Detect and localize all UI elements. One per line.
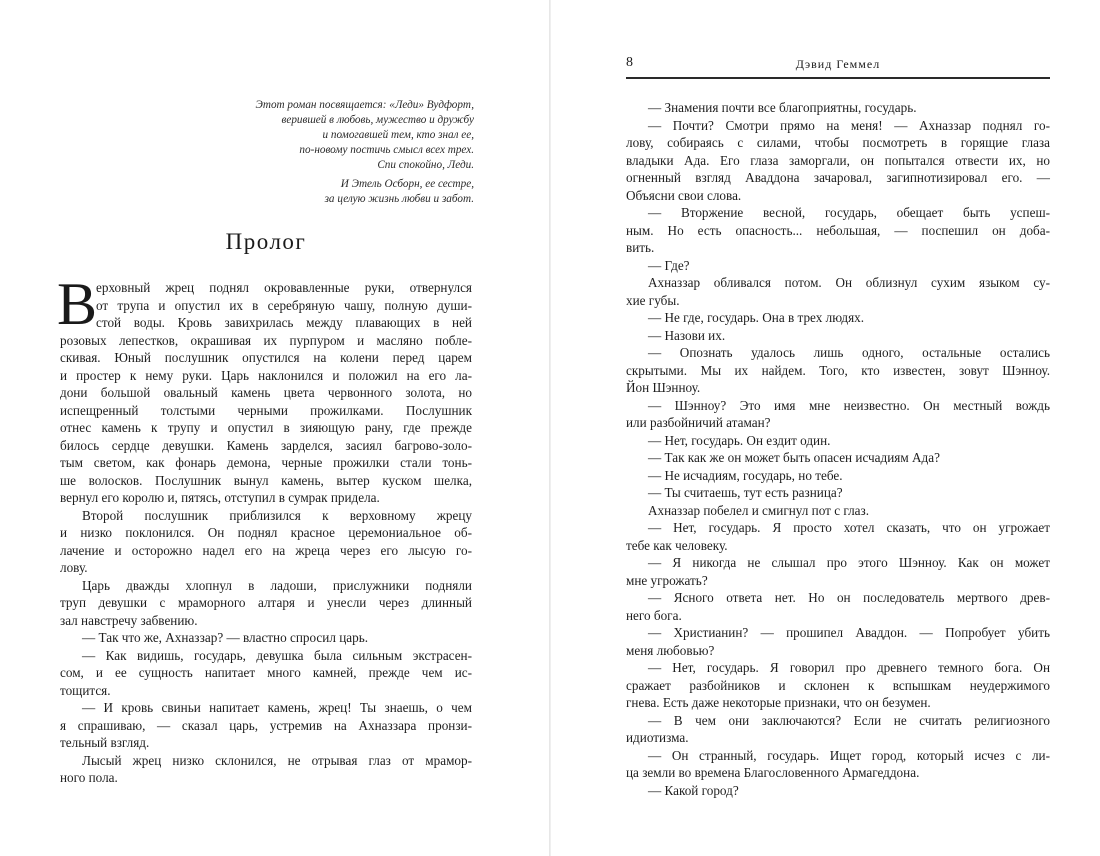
paragraph [626, 467, 1050, 485]
text-line: — В чем они заключаются? Если не считать религиозного [648, 712, 1050, 728]
paragraph [626, 117, 1050, 205]
text-line: Лысый жрец низко склонился, не отрывая глаз от мрамор- [82, 752, 472, 768]
text-line: — Знамения почти все благоприятны, государь. [648, 100, 917, 115]
text-line: тощится. [60, 682, 111, 698]
text-line: дони большой овальный камень цвета червонного золота, но [60, 385, 472, 400]
text-line: — Нет, государь. Я просто хотел сказать, что он угрожает [648, 520, 1050, 535]
dedication-line: и помогавшей тем, кто знал ее, [322, 129, 474, 141]
text-line: скивая. Юный послушник опустился на колени перед царем [60, 350, 472, 365]
paragraph [626, 397, 1050, 432]
text-line: — Так как же он может быть опасен исчадиям Ада? [648, 450, 940, 465]
text-line: мне угрожать? [626, 572, 708, 588]
drop-cap: В [57, 271, 98, 337]
paragraph [626, 554, 1050, 589]
dedication-line: И Этель Осборн, ее сестре, [340, 178, 474, 190]
text-line: или разбойничий атаман? [626, 415, 771, 430]
text-line: Царь дважды хлопнул в ладоши, прислужники подняли [82, 577, 472, 593]
paragraph [60, 577, 472, 630]
text-line: и простер к нему руки. Царь наклонился и положил на его ла- [60, 367, 472, 383]
text-line: тебе как человеку. [626, 537, 728, 553]
text-line: ше волосков. Послушник вынул камень, вытер куском шелка, [60, 472, 472, 488]
text-line: ерховный жрец поднял окровавленные руки, отвернулся [96, 280, 472, 295]
paragraph [626, 449, 1050, 467]
left-page-body [57, 271, 472, 787]
running-title: Дэвид Геммел [795, 57, 881, 71]
paragraph [626, 274, 1050, 309]
text-line: труп девушки с мраморного алтаря и унесли через длинный [60, 595, 472, 610]
paragraph [626, 327, 1050, 345]
paragraph [57, 271, 472, 507]
text-line: — Не где, государь. Она в трех людях. [648, 310, 865, 325]
paragraph [60, 752, 472, 787]
text-line: ным. Но есть опасность... небольшая, — поспешил он доба- [626, 222, 1050, 238]
text-line: стой воды. Кровь завихрилась между плавающих в ней [96, 315, 472, 330]
text-line: хие губы. [626, 292, 680, 308]
text-line: — Нет, государь. Он ездит один. [648, 432, 831, 448]
chapter-title: Пролог [225, 229, 307, 254]
paragraph [626, 257, 1050, 275]
text-line: ца земли во времена Благословенного Армагеддона. [626, 765, 920, 780]
text-line: меня любовью? [626, 642, 715, 658]
text-line: я спрашиваю, — сказал царь, устремив на Ахназзара пронзи- [60, 717, 472, 733]
text-line: — Ты считаешь, тут есть разница? [648, 485, 843, 500]
paragraph [60, 629, 472, 647]
text-line: — Христианин? — прошипел Аваддон. — Попробует убить [648, 625, 1050, 640]
text-line: — Ясного ответа нет. Но он последователь мертвого древ- [648, 590, 1050, 605]
text-line: от трупа и опустил их в серебряную чашу, полную души- [96, 297, 472, 313]
text-line: огненный взгляд Аваддона зачаровал, загипнотизировал его. — [626, 170, 1050, 185]
dedication-line: Этот роман посвящается: «Леди» Вудфорт, [255, 99, 474, 111]
paragraph [626, 747, 1050, 782]
text-line: — Вторжение весной, государь, обещает быть успеш- [648, 205, 1050, 220]
text-line: лову. [60, 560, 88, 575]
text-line: — Шэнноу? Это имя мне неизвестно. Он местный вождь [648, 397, 1050, 413]
page-number: 8 [626, 55, 633, 70]
left-page [0, 0, 549, 856]
paragraph [60, 647, 472, 700]
paragraph [626, 589, 1050, 624]
text-line: — Какой город? [648, 782, 739, 798]
text-line: — Я никогда не слышал про этого Шэнноу. Как он может [648, 555, 1050, 570]
paragraph [626, 659, 1050, 712]
paragraph [626, 204, 1050, 257]
header-rule [626, 77, 1050, 79]
dedication-line: верившей в любовь, мужество и дружбу [281, 114, 474, 126]
text-line: — Он странный, государь. Ищет город, который исчез с ли- [648, 747, 1050, 763]
text-line: Ахназзар обливался потом. Он облизнул сухим языком су- [648, 275, 1050, 290]
paragraph [626, 344, 1050, 397]
text-line: него бога. [626, 607, 682, 623]
text-line: лачение и осторожно надел его на жреца через его лысую го- [60, 542, 472, 558]
paragraph [626, 712, 1050, 747]
text-line: — Так что же, Ахназзар? — властно спросил царь. [82, 630, 369, 645]
paragraph [626, 484, 1050, 502]
text-line: — Почти? Смотри прямо на меня! — Ахназзар поднял го- [648, 117, 1050, 133]
text-line: — Опознать удалось лишь одного, остальные остались [648, 345, 1050, 360]
text-line: Ахназзар побелел и смигнул пот с глаз. [648, 502, 870, 518]
text-line: ного пола. [60, 770, 118, 785]
text-line: сражает разбойников и склонен к вспышкам неудержимого [626, 677, 1050, 693]
dedication-line: Спи спокойно, Леди. [377, 159, 474, 171]
text-line: испещренный толстыми черными прожилками. Послушник [60, 402, 472, 418]
paragraph [626, 432, 1050, 450]
paragraph [626, 782, 1050, 800]
text-line: скрытыми. Мы их найдем. Того, кто известен, зовут Шэнноу. [626, 362, 1050, 378]
text-line: лову, собираясь с силами, чтобы посмотреть в горящие глаза [626, 135, 1050, 150]
text-line: Второй послушник приблизился к верховному жрецу [82, 507, 472, 523]
dedication-line: за целую жизнь любви и забот. [324, 193, 474, 205]
paragraph [626, 99, 1050, 117]
text-line: тельный взгляд. [60, 735, 150, 750]
text-line: владыки Ада. Его глаза заморгали, он попытался отвести их, но [626, 152, 1050, 168]
text-line: розовых лепестков, окрашивая их пурпуром и масляно побле- [60, 332, 472, 348]
text-line: вить. [626, 240, 655, 255]
paragraph [626, 502, 1050, 520]
text-line: зал навстречу забвению. [60, 612, 198, 628]
text-line: вернул его королю и, пятясь, отступил в сумрак придела. [60, 490, 380, 505]
text-line: идиотизма. [626, 730, 689, 745]
text-line: тым светом, как фонарь демона, черные прожилки стали тонь- [60, 455, 472, 470]
paragraph [60, 507, 472, 577]
right-page-body [626, 99, 1050, 799]
text-line: — Нет, государь. Я говорил про древнего темного бога. Он [648, 660, 1050, 675]
text-line: Йон Шэнноу. [626, 380, 701, 395]
paragraph [626, 624, 1050, 659]
paragraph [626, 519, 1050, 554]
dedication [160, 98, 474, 207]
text-line: — Не исчадиям, государь, но тебе. [648, 467, 843, 483]
text-line: Объясни свои слова. [626, 187, 742, 203]
text-line: — Где? [648, 257, 690, 273]
text-line: и низко поклонился. Он поднял красное церемониальное об- [60, 525, 472, 540]
running-header [626, 55, 1050, 73]
text-line: отнес камень к трупу и опустил в зияющую рану, где прежде [60, 420, 472, 435]
text-line: — И кровь свиньи напитает камень, жрец! Ты знаешь, о чем [82, 700, 472, 715]
text-line: — Как видишь, государь, девушка была сильным экстрасен- [82, 647, 472, 663]
text-line: — Назови их. [648, 327, 726, 343]
paragraph [60, 699, 472, 752]
text-line: сом, и ее сущность напитает много камней, прежде чем ис- [60, 665, 472, 680]
dedication-line: по-новому постичь смысл всех трех. [299, 144, 474, 156]
text-line: гнева. Есть даже некоторые признаки, что он безумен. [626, 695, 931, 710]
text-line: билось сердце девушки. Камень зарделся, засиял багрово-золо- [60, 437, 472, 453]
paragraph [626, 309, 1050, 327]
